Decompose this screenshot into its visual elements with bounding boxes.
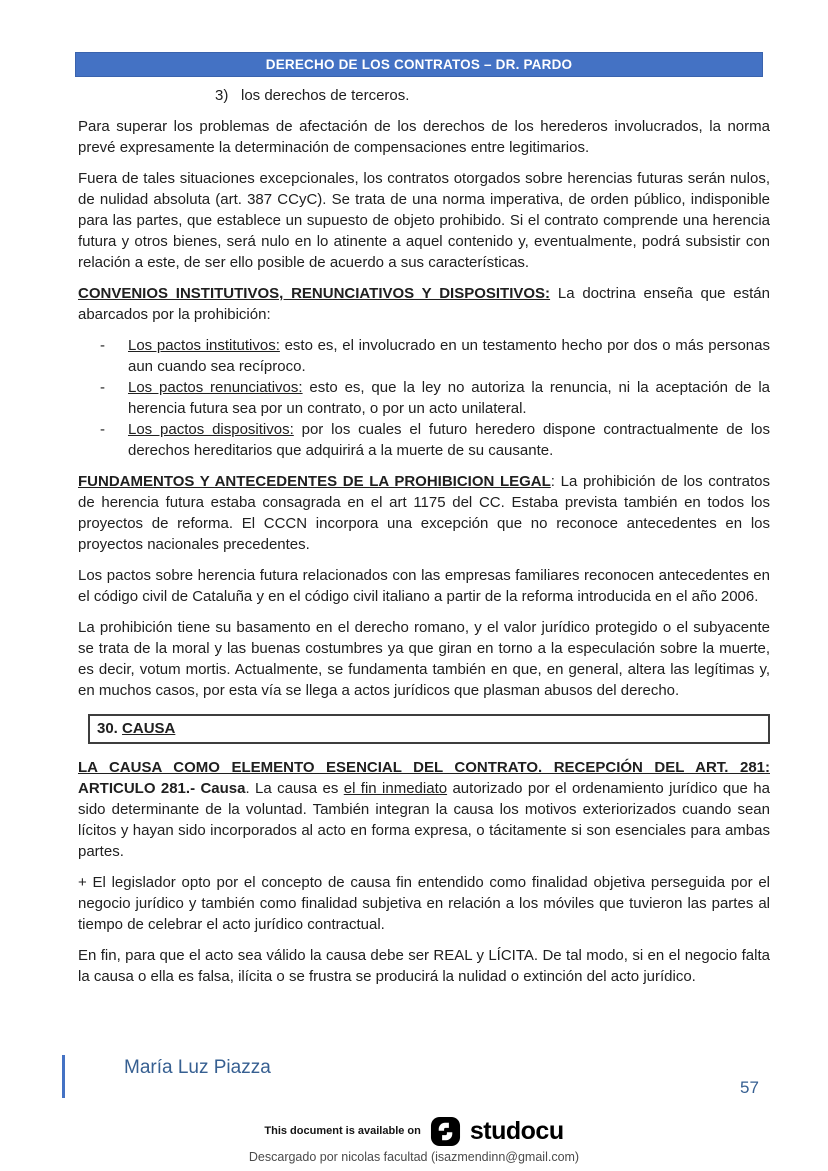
heading-fundamentos-rest: : La prohibición de los contratos de herencia futura estaba consagrada en el art 1175 del CC. Estaba prevista también en todos los proyectos de reforma. El CCCN incorpora una excepción que no reconoce antecedentes en los proyectos nacionales precedentes. <box>78 473 770 553</box>
dash-bullet: - <box>100 337 105 354</box>
numbered-list-item <box>215 85 770 106</box>
list-item-pactos-institutivos <box>78 335 770 377</box>
heading-la-causa-rest: autorizado por el ordenamiento jurídico que ha sido determinante de la voluntad. También integran la causa los motivos exteriorizados cuando sean lícitos y hayan sido incorporados al acto en forma expresa, o tácitamente si son esenciales para ambas partes. <box>78 780 770 860</box>
paragraph-nulidad: Fuera de tales situaciones excepcionales, los contratos otorgados sobre herencias futuras serán nulos, de nulidad absoluta (art. 387 CCyC). Se trata de una norma imperativa, de orden público, indisponible para las partes, que establece un supuesto de objeto prohibido. Si el contrato comprende una herencia futura y otros bienes, será nulo en lo atinente a aquel contenido y, eventualmente, podrá subsistir con relación a este, de ser ello posible de acuerdo a sus características. <box>78 170 770 271</box>
articulo-281-bold: ARTICULO 281.- Causa <box>78 780 246 797</box>
heading-convenios-rest: La doctrina enseña que están abarcados por la prohibición: <box>78 285 770 323</box>
heading-la-causa <box>78 757 770 862</box>
bullet-lead: Los pactos dispositivos: <box>128 421 294 438</box>
studocu-logo-icon <box>430 1116 461 1147</box>
document-title: DERECHO DE LOS CONTRATOS – DR. PARDO <box>265 57 573 72</box>
heading-la-causa-mid: . La causa es <box>245 780 344 797</box>
section-title: CAUSA <box>122 720 176 737</box>
footer-accent-line <box>62 1055 65 1098</box>
heading-fundamentos <box>78 471 770 555</box>
bullet-text: esto es, que la ley no autoriza la renuncia, ni la aceptación de la herencia futura sea por un contrato, o por un acto unilateral. <box>128 379 771 417</box>
dash-bullet: - <box>100 379 105 396</box>
paragraph-legislador: + El legislador opto por el concepto de causa fin entendido como finalidad objetiva perseguida por el negocio jurídico y también como finalidad subjetiva en relación a los móviles que tuvieron las partes al tiempo de celebrar el acto jurídico contractual. <box>78 874 770 933</box>
availability-text: This document is available on <box>264 1125 421 1137</box>
paragraph-compensaciones: Para superar los problemas de afectación de los derechos de los herederos involucrados, la norma prevé expresamente la determinación de compensaciones entre legitimarios. <box>78 118 770 156</box>
paragraph-real-licita: En fin, para que el acto sea válido la causa debe ser REAL y LÍCITA. De tal modo, si en el negocio falta la causa o ella es falsa, ilícita o se frustra se producirá la nulidad o extinción del acto jurídico. <box>78 947 770 985</box>
document-header <box>75 52 763 77</box>
bullet-text: esto es, el involucrado en un testamento hecho por dos o más personas aun cuando sea recíproco. <box>128 337 770 375</box>
page-number: 57 <box>740 1078 759 1097</box>
paragraph-derecho-romano: La prohibición tiene su basamento en el derecho romano, y el valor jurídico protegido o el subyacente se trata de la moral y las buenas costumbres ya que giran en torno a la especulación sobre la muerte, es decir, votum mortis. Actualmente, se fundamenta también en que, en general, altera las legítimas y, en muchos casos, por esta vía se llega a actos jurídicos que plasman abusos del derecho. <box>78 619 770 699</box>
fin-inmediato-underlined: el fin inmediato <box>343 780 448 797</box>
section-number: 30. <box>97 720 118 737</box>
section-box-causa <box>88 714 770 744</box>
heading-convenios <box>78 283 770 325</box>
bullet-text: por los cuales el futuro heredero dispone contractualmente de los derechos hereditarios que adquirirá a la muerte de su causante. <box>128 421 770 459</box>
dash-bullet: - <box>100 421 105 438</box>
studocu-banner <box>0 1114 828 1148</box>
list-item-pactos-dispositivos <box>78 419 770 461</box>
heading-convenios-lead: CONVENIOS INSTITUTIVOS, RENUNCIATIVOS Y DISPOSITIVOS: <box>78 285 551 302</box>
bullet-lead: Los pactos institutivos: <box>128 337 280 354</box>
list-item-pactos-renunciativos <box>78 377 770 419</box>
heading-la-causa-lead: LA CAUSA COMO ELEMENTO ESENCIAL DEL CONTRATO. RECEPCIÓN DEL ART. 281: <box>78 759 770 776</box>
heading-fundamentos-lead: FUNDAMENTOS Y ANTECEDENTES DE LA PROHIBICION LEGAL <box>78 473 551 490</box>
document-body <box>78 84 770 997</box>
download-note: Descargado por nicolas facultad (isazmendinn@gmail.com) <box>248 1150 580 1164</box>
paragraph-antecedentes: Los pactos sobre herencia futura relacionados con las empresas familiares reconocen antecedentes en el código civil de Cataluña y en el código civil italiano a partir de la reforma introducida en el año 2006. <box>78 567 770 605</box>
list-item-marker: 3) <box>215 87 229 104</box>
studocu-wordmark: studocu <box>469 1116 564 1145</box>
footer-author-name: María Luz Piazza <box>124 1057 271 1078</box>
pactos-list <box>78 335 770 461</box>
bullet-lead: Los pactos renunciativos: <box>128 379 303 396</box>
list-item-text: los derechos de terceros. <box>241 87 410 104</box>
